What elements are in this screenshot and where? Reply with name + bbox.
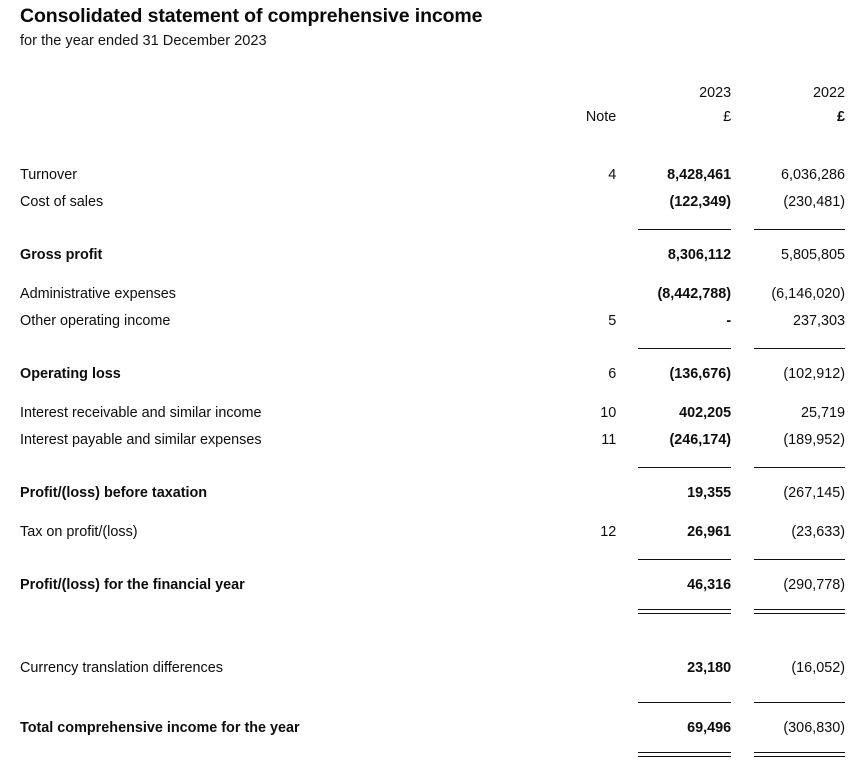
table-row	[0, 302, 862, 329]
row-value-2022: (230,481)	[783, 193, 845, 210]
row-label: Profit/(loss) before taxation	[20, 484, 208, 501]
row-note	[569, 236, 632, 263]
row-note: 4	[608, 166, 617, 183]
table-row	[0, 355, 862, 382]
header-spacer-2	[0, 101, 569, 126]
row-value-2022: 6,036,286	[780, 166, 845, 183]
row-note	[569, 183, 632, 210]
table-row	[0, 156, 862, 183]
table-row	[0, 474, 862, 501]
table-header-year-row	[0, 76, 862, 101]
row-note: 11	[601, 431, 617, 448]
subtotal-rule-row	[0, 552, 862, 566]
subtotal-rule-2023	[632, 695, 747, 709]
row-value-2022: (102,912)	[783, 365, 845, 382]
row-note: 5	[608, 312, 617, 329]
row-note	[569, 275, 632, 302]
spacer-row	[0, 126, 862, 156]
spacer-row	[0, 329, 862, 341]
table-row	[0, 421, 862, 448]
row-value-2022: 237,303	[792, 312, 845, 329]
header-note-spacer	[569, 76, 632, 101]
row-value-2022: (6,146,020)	[771, 285, 845, 302]
spacer-row	[0, 448, 862, 460]
table-row	[0, 394, 862, 421]
spacer-row	[0, 382, 862, 394]
spacer-row	[0, 210, 862, 222]
total-double-rule-2023	[632, 748, 747, 762]
row-value-2022: 5,805,805	[780, 246, 845, 263]
table-row	[0, 183, 862, 210]
table-row	[0, 513, 862, 540]
row-label: Operating loss	[20, 365, 121, 382]
row-note	[569, 566, 632, 593]
row-value-2022: (290,778)	[783, 576, 845, 593]
spacer-row	[0, 619, 862, 649]
row-value-2023: 46,316	[687, 576, 732, 593]
row-note: 12	[600, 523, 617, 540]
row-label: Other operating income	[20, 312, 171, 329]
total-double-rule-2022	[747, 605, 862, 619]
table-row	[0, 566, 862, 593]
total-double-rule-2023	[632, 605, 747, 619]
spacer-row	[0, 263, 862, 275]
column-header-currency-2022: £	[836, 108, 845, 125]
row-label: Turnover	[20, 166, 78, 183]
row-value-2023: 8,306,112	[667, 246, 732, 263]
row-label: Currency translation differences	[20, 659, 223, 676]
income-statement-table	[0, 76, 862, 762]
row-value-2023: (8,442,788)	[657, 285, 732, 302]
row-note: 10	[600, 404, 617, 421]
subtotal-rule-2023	[632, 222, 747, 236]
row-value-2023: 402,205	[679, 404, 732, 421]
row-label: Interest receivable and similar income	[20, 404, 262, 421]
subtotal-rule-row	[0, 460, 862, 474]
page-subtitle: for the year ended 31 December 2023	[20, 32, 267, 49]
document-header	[20, 5, 720, 51]
total-rule-row	[0, 605, 862, 619]
subtotal-rule-2023	[632, 460, 747, 474]
spacer-row	[0, 736, 862, 748]
spacer-row	[0, 676, 862, 695]
row-label: Profit/(loss) for the financial year	[20, 576, 245, 593]
row-value-2022: (267,145)	[783, 484, 845, 501]
row-value-2022: (23,633)	[791, 523, 845, 540]
row-note	[569, 709, 632, 736]
total-rule-row	[0, 748, 862, 762]
spacer-row	[0, 501, 862, 513]
header-spacer	[0, 76, 569, 101]
column-header-year-2023: 2023	[699, 84, 732, 101]
subtotal-rule-2022	[747, 341, 862, 355]
row-label: Gross profit	[20, 246, 103, 263]
table-row	[0, 649, 862, 676]
row-value-2023: (246,174)	[669, 431, 732, 448]
subtotal-rule-2022	[747, 552, 862, 566]
row-label: Total comprehensive income for the year	[20, 719, 300, 736]
row-value-2023: (136,676)	[669, 365, 732, 382]
column-header-year-2022: 2022	[812, 84, 845, 101]
spacer-row	[0, 540, 862, 552]
table-row	[0, 275, 862, 302]
table-header-currency-row	[0, 101, 862, 126]
subtotal-rule-2022	[747, 222, 862, 236]
row-value-2023: 69,496	[687, 719, 732, 736]
row-note	[569, 474, 632, 501]
subtotal-rule-2023	[632, 341, 747, 355]
row-value-2023: 19,355	[687, 484, 732, 501]
row-value-2023: 8,428,461	[667, 166, 732, 183]
row-value-2022: (16,052)	[791, 659, 845, 676]
subtotal-rule-2022	[747, 460, 862, 474]
spacer-row	[0, 593, 862, 605]
total-double-rule-2022	[747, 748, 862, 762]
row-note	[569, 649, 632, 676]
column-header-note: Note	[585, 108, 617, 125]
column-header-currency-2023: £	[723, 108, 732, 125]
page-title: Consolidated statement of comprehensive income	[20, 5, 483, 27]
subtotal-rule-row	[0, 222, 862, 236]
row-value-2023: 23,180	[687, 659, 732, 676]
row-value-2022: (189,952)	[783, 431, 845, 448]
row-value-2023: (122,349)	[669, 193, 732, 210]
table-row	[0, 236, 862, 263]
row-value-2023: -	[726, 312, 732, 329]
subtotal-rule-2023	[632, 552, 747, 566]
row-value-2022: 25,719	[800, 404, 845, 421]
row-value-2022: (306,830)	[783, 719, 845, 736]
row-label: Tax on profit/(loss)	[20, 523, 138, 540]
row-note: 6	[608, 365, 617, 382]
table-row	[0, 709, 862, 736]
row-label: Cost of sales	[20, 193, 104, 210]
subtotal-rule-row	[0, 341, 862, 355]
row-value-2023: 26,961	[687, 523, 732, 540]
row-label: Administrative expenses	[20, 285, 176, 302]
subtotal-rule-2022	[747, 695, 862, 709]
subtotal-rule-row	[0, 695, 862, 709]
row-label: Interest payable and similar expenses	[20, 431, 262, 448]
